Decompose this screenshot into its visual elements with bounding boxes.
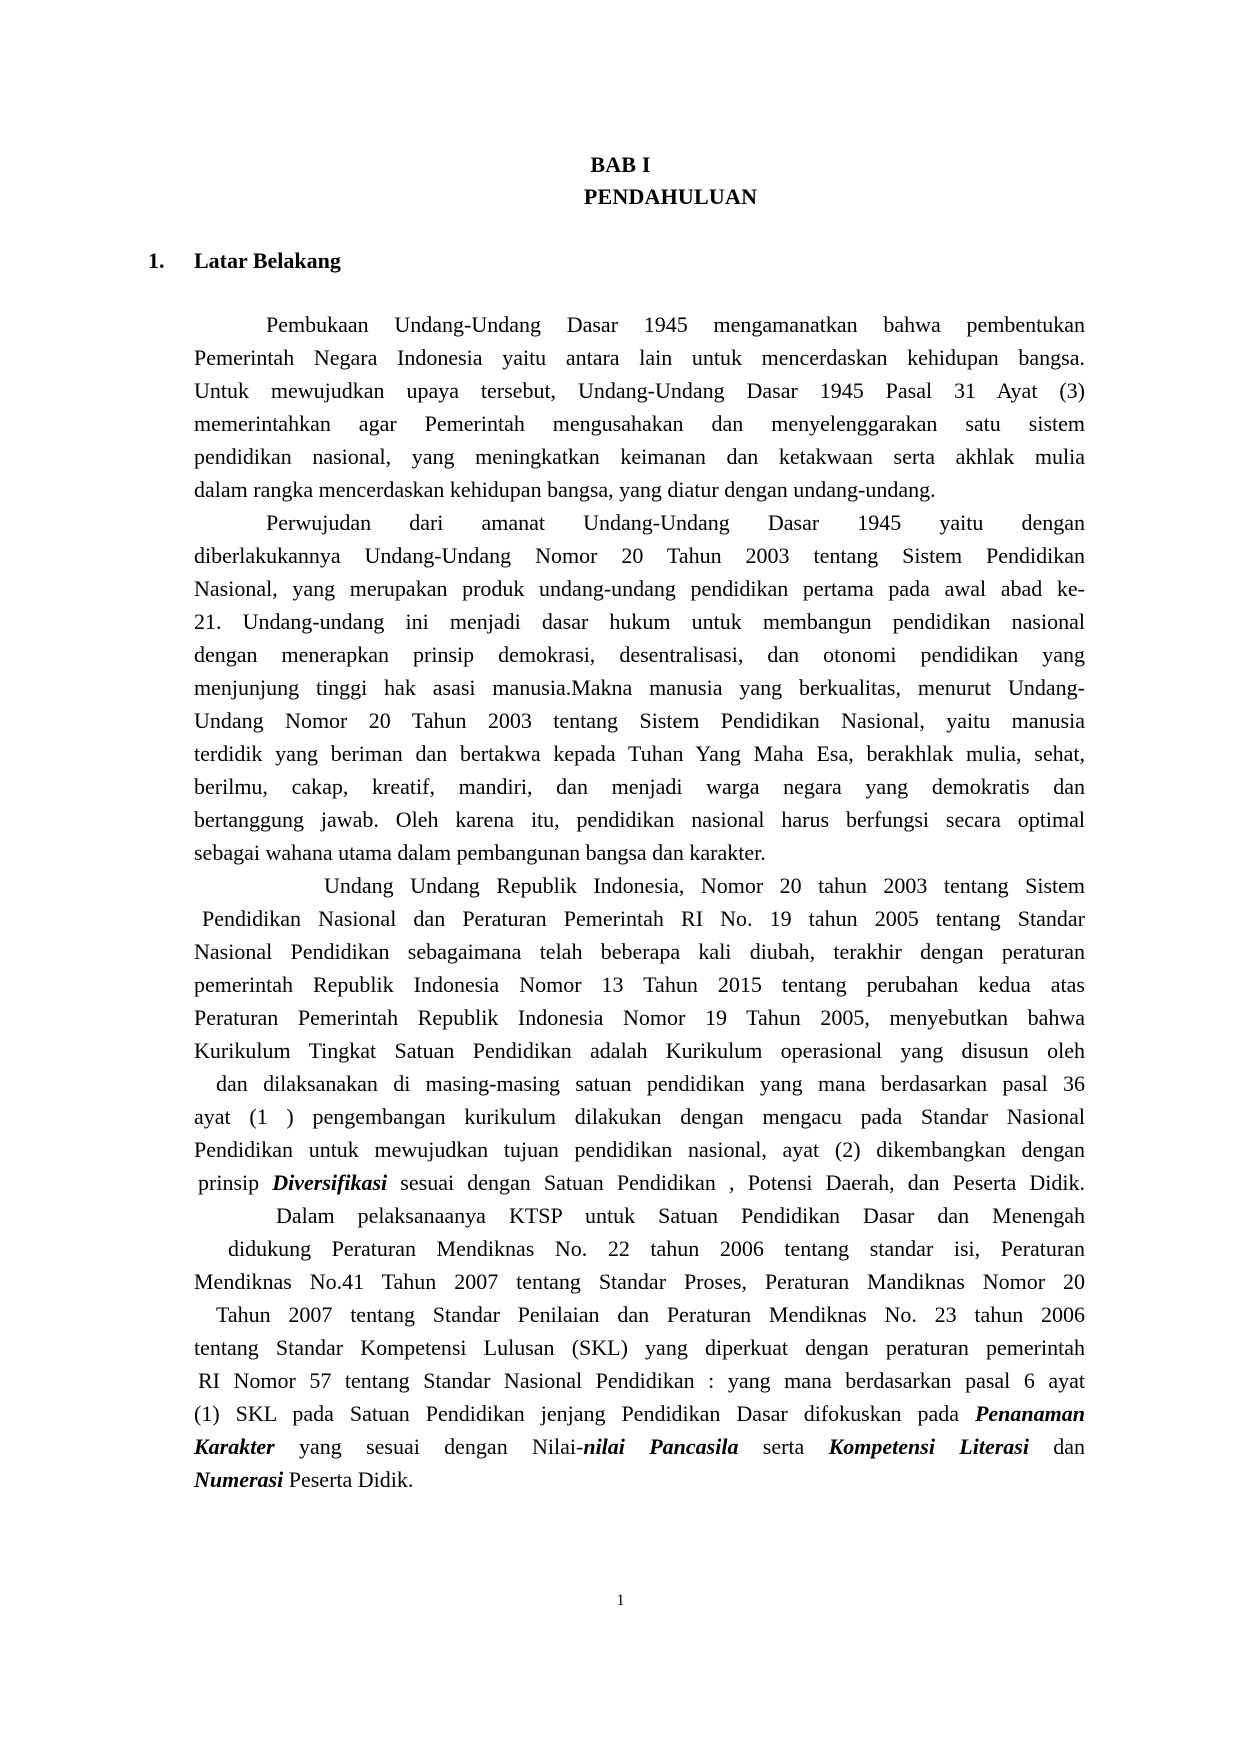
paragraph-line: berilmu, cakap, kreatif, mandiri, dan menjadi warga negara yang demokratis dan [194,774,1085,799]
paragraph-line [194,1401,1085,1427]
paragraph-line: didukung Peraturan Mendiknas No. 22 tahun 2006 tentang standar isi, Peraturan [228,1236,1085,1261]
paragraph-line: sebagai wahana utama dalam pembangunan bangsa dan karakter. [194,840,766,865]
line-text: (1) SKL pada Satuan Pendidikan jenjang Pendidikan Dasar difokuskan pada [194,1401,975,1426]
paragraph-line: dalam rangka mencerdaskan kehidupan bangsa, yang diatur dengan undang-undang. [194,477,936,502]
section-number: 1. [148,248,165,273]
section-heading [148,248,341,274]
line-text: prinsip [198,1170,273,1195]
emphasis-text: Penanaman [974,1401,1085,1426]
paragraph-line: Nasional, yang merupakan produk undang-undang pendidikan pertama pada awal abad ke- [194,576,1085,601]
paragraph-line: bertanggung jawab. Oleh karena itu, pendidikan nasional harus berfungsi secara optimal [194,807,1085,832]
chapter-label: BAB I [590,152,651,177]
paragraph-line: menjunjung tinggi hak asasi manusia.Makna manusia yang berkualitas, menurut Undang- [194,675,1085,700]
paragraph-line: Perwujudan dari amanat Undang-Undang Dasar 1945 yaitu dengan [266,510,1085,535]
paragraph-line [194,1467,1085,1493]
paragraph-line: pemerintah Republik Indonesia Nomor 13 Tahun 2015 tentang perubahan kedua atas [194,972,1085,997]
line-text: Peserta Didik. [283,1467,414,1492]
paragraph-line: dan dilaksanakan di masing-masing satuan pendidikan yang mana berdasarkan pasal 36 [216,1071,1085,1096]
line-text: sesuai dengan Satuan Pendidikan , Potensi Daerah, dan Peserta Didik. [387,1170,1085,1195]
section-title: Latar Belakang [194,248,341,273]
emphasis-text: Kompetensi Literasi [828,1434,1029,1459]
line-text: yang sesuai dengan Nilai- [274,1434,584,1459]
paragraph-line: dengan menerapkan prinsip demokrasi, desentralisasi, dan otonomi pendidikan yang [194,642,1085,667]
chapter-title: PENDAHULUAN [583,184,758,209]
paragraph-line: RI Nomor 57 tentang Standar Nasional Pendidikan : yang mana berdasarkan pasal 6 ayat [198,1368,1085,1393]
line-text: dan [1028,1434,1086,1459]
paragraph-line: Mendiknas No.41 Tahun 2007 tentang Standar Proses, Peraturan Mandiknas Nomor 20 [194,1269,1085,1294]
paragraph-line [194,1434,1085,1460]
paragraph-line: Pendidikan Nasional dan Peraturan Pemerintah RI No. 19 tahun 2005 tentang Standar [202,906,1085,931]
line-text: serta [738,1434,829,1459]
paragraph-line: Nasional Pendidikan sebagaimana telah beberapa kali diubah, terakhir dengan peraturan [194,939,1085,964]
paragraph-line: memerintahkan agar Pemerintah mengusahakan dan menyelenggarakan satu sistem [194,411,1085,436]
paragraph-line: diberlakukannya Undang-Undang Nomor 20 Tahun 2003 tentang Sistem Pendidikan [194,543,1085,568]
paragraph-line: tentang Standar Kompetensi Lulusan (SKL) yang diperkuat dengan peraturan pemerintah [194,1335,1085,1360]
paragraph-line: Dalam pelaksanaanya KTSP untuk Satuan Pendidikan Dasar dan Menengah [276,1203,1085,1228]
paragraph-line [198,1170,1085,1196]
emphasis-text: Diversifikasi [272,1170,388,1195]
paragraph-line: Pendidikan untuk mewujudkan tujuan pendidikan nasional, ayat (2) dikembangkan dengan [194,1137,1085,1162]
paragraph-line: Pembukaan Undang-Undang Dasar 1945 mengamanatkan bahwa pembentukan [266,312,1085,337]
paragraph-line: Undang Undang Republik Indonesia, Nomor 20 tahun 2003 tentang Sistem [324,873,1085,898]
paragraph-line: pendidikan nasional, yang meningkatkan keimanan dan ketakwaan serta akhlak mulia [194,444,1085,469]
paragraph-line: Peraturan Pemerintah Republik Indonesia Nomor 19 Tahun 2005, menyebutkan bahwa [194,1005,1085,1030]
paragraph-line: Pemerintah Negara Indonesia yaitu antara lain untuk mencerdaskan kehidupan bangsa. [194,345,1085,370]
emphasis-text: nilai Pancasila [583,1434,739,1459]
paragraph-line: terdidik yang beriman dan bertakwa kepada Tuhan Yang Maha Esa, berakhlak mulia, sehat, [194,741,1085,766]
paragraph-line: Kurikulum Tingkat Satuan Pendidikan adalah Kurikulum operasional yang disusun oleh [194,1038,1085,1063]
paragraph-line: ayat (1 ) pengembangan kurikulum dilakukan dengan mengacu pada Standar Nasional [194,1104,1085,1129]
emphasis-text: Numerasi [194,1467,284,1492]
page-number: 1 [616,1592,625,1609]
paragraph-line: 21. Undang-undang ini menjadi dasar hukum untuk membangun pendidikan nasional [194,609,1085,634]
paragraph-line: Untuk mewujudkan upaya tersebut, Undang-Undang Dasar 1945 Pasal 31 Ayat (3) [194,378,1085,403]
paragraph-line: Tahun 2007 tentang Standar Penilaian dan Peraturan Mendiknas No. 23 tahun 2006 [216,1302,1085,1327]
paragraph-line: Undang Nomor 20 Tahun 2003 tentang Sistem Pendidikan Nasional, yaitu manusia [194,708,1085,733]
emphasis-text: Karakter [194,1434,275,1459]
